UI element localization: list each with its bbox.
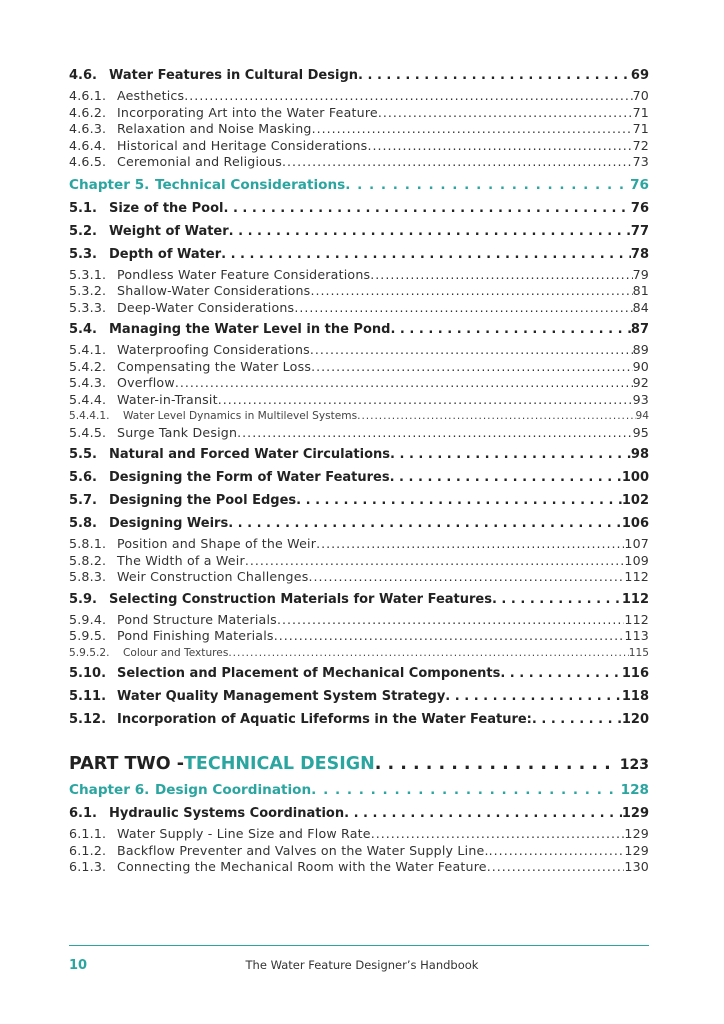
toc-entry[interactable] (69, 359, 649, 376)
dot-leader (358, 67, 631, 85)
toc-entry[interactable] (69, 612, 649, 629)
toc-entry-page: 76 (630, 200, 649, 216)
toc-entry-page: 72 (632, 137, 649, 153)
toc-entry-number: 5.3.1. (69, 266, 107, 282)
dot-leader (445, 687, 622, 707)
toc-entry-number: 5.8.2. (69, 552, 107, 568)
toc-entry-number: 6.1. (69, 806, 97, 821)
toc-entry[interactable] (69, 536, 649, 553)
toc-entry-number: 5.4.2. (69, 358, 107, 374)
toc-entry-number: 4.6.3. (69, 121, 107, 136)
toc-entry-number: 5.7. (69, 493, 97, 508)
dot-leader (310, 283, 632, 300)
toc-entry[interactable] (69, 267, 649, 284)
toc-entry-number: 5.4.1. (69, 342, 107, 357)
dot-leader (311, 780, 620, 800)
toc-entry-title: Position and Shape of the Weir (117, 536, 317, 551)
toc-entry-title: Incorporating Art into the Water Feature (117, 104, 378, 120)
toc-entry-number: 5.3. (69, 246, 97, 262)
dot-leader (500, 664, 622, 684)
toc-entry[interactable] (69, 138, 649, 155)
toc-entry-number: 5.4.4.1. (69, 410, 110, 422)
toc-entry[interactable] (69, 446, 649, 464)
dot-leader (218, 392, 633, 409)
toc-entry-number: 5.9.5.2. (69, 646, 110, 659)
toc-entry[interactable] (69, 469, 649, 487)
toc-entry-number: 5.11. (69, 689, 107, 704)
toc-entry-page: 115 (628, 646, 649, 659)
toc-entry-number: 5.2. (69, 223, 97, 239)
dot-leader (296, 492, 622, 510)
toc-entry[interactable] (69, 645, 649, 662)
dot-leader (228, 515, 622, 533)
dot-leader (282, 154, 633, 171)
toc-entry-number: 5.4. (69, 322, 97, 337)
toc-entry-title: Connecting the Mechanical Room with the Water Feature (117, 859, 487, 874)
toc-entry[interactable] (69, 121, 649, 138)
toc-entry[interactable] (69, 375, 649, 392)
toc-entry-page: 81 (632, 283, 649, 298)
dot-leader (532, 710, 622, 730)
dot-leader (489, 843, 625, 860)
toc-entry-number: 5.12. (69, 712, 107, 727)
toc-entry[interactable] (69, 628, 649, 645)
toc-entry[interactable] (69, 859, 649, 876)
dot-leader (492, 591, 622, 609)
toc-entry-number: 4.6.1. (69, 88, 107, 103)
toc-entry[interactable] (69, 154, 649, 171)
toc-entry-title: Designing the Pool Edges (109, 493, 297, 508)
toc-entry-page: 107 (624, 536, 649, 551)
toc-entry-title: The Width of a Weir (117, 552, 245, 568)
toc-entry-page: 113 (624, 628, 649, 643)
toc-entry-title: Selecting Construction Materials for Water Features (109, 591, 492, 607)
toc-entry-title: Managing the Water Level in the Pond (109, 322, 391, 337)
dot-leader (229, 223, 631, 241)
toc-entry-page: 89 (632, 342, 649, 357)
toc-entry-number: 5.4.3. (69, 375, 107, 390)
toc-entry-title: Pond Structure Materials (117, 611, 277, 627)
toc-entry[interactable] (69, 342, 649, 359)
toc-entry-page: 116 (621, 666, 649, 681)
toc-entry-page: 84 (632, 299, 649, 315)
toc-entry-title: Technical Considerations (155, 176, 346, 193)
toc-entry-page: 112 (624, 611, 649, 627)
dot-leader (345, 175, 630, 195)
dot-leader (312, 121, 633, 138)
toc-entry-page: 70 (632, 88, 649, 103)
footer-divider (69, 945, 649, 946)
toc-entry-number: 5.6. (69, 470, 97, 485)
toc-entry-title: Hydraulic Systems Coordination (109, 806, 345, 821)
toc-entry[interactable] (69, 843, 649, 860)
toc-entry-title: Aesthetics (117, 88, 185, 103)
toc-entry[interactable] (69, 408, 649, 425)
toc-entry[interactable] (69, 425, 649, 442)
toc-entry-title: Overflow (117, 375, 175, 390)
toc-entry-page: 129 (624, 826, 649, 841)
toc-entry-title: Weir Construction Challenges (117, 569, 309, 584)
toc-entry-number: 5.9.5. (69, 628, 107, 643)
toc-entry[interactable] (69, 710, 649, 730)
dot-leader (221, 246, 631, 264)
toc-entry[interactable] (69, 105, 649, 122)
toc-entry-page: 78 (630, 246, 649, 262)
dot-leader (224, 200, 631, 218)
toc-entry-number: 5.4.4. (69, 391, 107, 407)
dot-leader (390, 321, 630, 339)
dot-leader (390, 446, 631, 464)
toc-entry-page: 129 (621, 806, 649, 821)
dot-leader (294, 300, 632, 317)
dot-leader (357, 408, 635, 425)
dot-leader (311, 359, 632, 376)
toc-entry-title: Designing Weirs (109, 516, 229, 531)
dot-leader (245, 553, 625, 570)
toc-entry-page: 92 (632, 375, 649, 390)
toc-entry-page: 102 (621, 493, 649, 508)
toc-entry-page: 100 (621, 470, 649, 485)
toc-entry-title: Compensating the Water Loss (117, 358, 312, 374)
toc-entry-title: Historical and Heritage Considerations (117, 137, 368, 153)
toc-entry-title: Designing the Form of Water Features (109, 470, 390, 485)
toc-entry-page: 120 (621, 712, 649, 727)
toc-entry-number: 4.6.4. (69, 137, 107, 153)
dot-leader (274, 628, 625, 645)
toc-entry[interactable] (69, 175, 649, 195)
toc-entry-title: Shallow-Water Considerations (117, 283, 311, 298)
dot-leader (308, 569, 624, 586)
toc-entry-number: Chapter 6. (69, 782, 150, 798)
toc-entry-number: 6.1.3. (69, 859, 107, 874)
dot-leader (344, 805, 622, 823)
toc-entry[interactable] (69, 805, 649, 823)
toc-entry-title: Backflow Preventer and Valves on the Water Supply Line. (117, 842, 489, 858)
toc-entry[interactable] (69, 88, 649, 105)
toc-entry[interactable] (69, 246, 649, 264)
toc-entry-number: 4.6. (69, 68, 97, 83)
toc-entry-title: TECHNICAL DESIGN (183, 754, 375, 774)
toc-entry[interactable] (69, 780, 649, 800)
toc-entry-number: 6.1.1. (69, 826, 107, 841)
toc-entry-title: Colour and Textures (123, 646, 229, 659)
toc-entry-number: 5.1. (69, 200, 97, 216)
toc-entry-title: Ceremonial and Religious (117, 154, 283, 169)
toc-entry-page: 73 (632, 154, 649, 169)
toc-entry-title: Design Coordination (155, 782, 312, 798)
toc-entry-number: PART TWO - (69, 754, 184, 774)
dot-leader (375, 752, 614, 776)
toc-entry-title: Water Level Dynamics in Multilevel Systems (123, 410, 358, 422)
toc-entry-title: Pondless Water Feature Considerations (117, 266, 371, 282)
toc-entry-page: 77 (630, 223, 649, 239)
toc-entry-page: 109 (624, 552, 649, 568)
toc-entry-page: 128 (620, 782, 649, 798)
toc-entry-page: 95 (632, 424, 649, 440)
toc-entry-number: 5.8.3. (69, 569, 107, 584)
toc-entry-page: 71 (632, 104, 649, 120)
toc-entry[interactable] (69, 67, 649, 85)
toc-entry-title: Depth of Water (109, 246, 222, 262)
toc-entry[interactable] (69, 569, 649, 586)
toc-entry-title: Natural and Forced Water Circulations (109, 447, 391, 462)
toc-entry[interactable] (69, 283, 649, 300)
toc-entry-page: 76 (630, 176, 649, 193)
toc-entry[interactable] (69, 223, 649, 241)
toc-entry-title: Waterproofing Considerations (117, 342, 310, 357)
toc-entry-page: 87 (630, 322, 649, 337)
toc-entry-title: Water Features in Cultural Design (109, 68, 359, 83)
toc-entry-title: Pond Finishing Materials (117, 628, 274, 643)
dot-leader (175, 375, 633, 392)
toc-entry[interactable] (69, 321, 649, 339)
toc-entry-number: 5.10. (69, 666, 107, 681)
dot-leader (277, 612, 624, 629)
toc-entry-page: 106 (621, 516, 649, 531)
table-of-contents (69, 62, 649, 876)
toc-entry-page: 130 (624, 859, 649, 874)
toc-entry-page: 71 (632, 121, 649, 136)
toc-entry[interactable] (69, 492, 649, 510)
toc-entry[interactable] (69, 591, 649, 609)
toc-entry[interactable] (69, 664, 649, 684)
toc-entry-page: 129 (624, 842, 649, 858)
footer-page-number: 10 (69, 958, 88, 973)
toc-entry-page: 98 (630, 447, 649, 462)
dot-leader (228, 645, 628, 662)
dot-leader (390, 469, 622, 487)
toc-entry-number: 5.9. (69, 591, 97, 607)
toc-entry[interactable] (69, 752, 649, 776)
toc-entry-title: Water-in-Transit (117, 391, 218, 407)
dot-leader (367, 138, 632, 155)
toc-entry-page: 79 (632, 266, 649, 282)
dot-leader (184, 88, 632, 105)
toc-entry-title: Size of the Pool (109, 200, 224, 216)
toc-entry-number: 5.8. (69, 516, 97, 531)
toc-entry-title: Surge Tank Design (117, 424, 238, 440)
toc-entry-number: 5.5. (69, 447, 97, 462)
toc-entry[interactable] (69, 826, 649, 843)
toc-entry-number: Chapter 5. (69, 176, 150, 193)
toc-entry-title: Weight of Water (109, 223, 229, 239)
toc-entry-page: 112 (621, 591, 649, 607)
toc-entry-number: 4.6.2. (69, 104, 107, 120)
toc-entry-title: Water Quality Management System Strategy (117, 689, 446, 704)
toc-entry-page: 69 (630, 68, 649, 83)
toc-entry-page: 112 (624, 569, 649, 584)
dot-leader (316, 536, 624, 553)
toc-entry[interactable] (69, 392, 649, 409)
toc-entry[interactable] (69, 553, 649, 570)
toc-entry[interactable] (69, 300, 649, 317)
toc-entry-title: Deep-Water Considerations (117, 299, 295, 315)
toc-entry-title: Water Supply - Line Size and Flow Rate (117, 826, 371, 841)
toc-entry-title: Relaxation and Noise Masking (117, 121, 312, 136)
toc-entry-page: 93 (632, 391, 649, 407)
toc-entry[interactable] (69, 687, 649, 707)
toc-entry-number: 5.3.3. (69, 299, 107, 315)
toc-entry-number: 5.8.1. (69, 536, 107, 551)
dot-leader (237, 425, 632, 442)
toc-entry-title: Incorporation of Aquatic Lifeforms in the Water Feature: (117, 712, 532, 727)
dot-leader (370, 267, 632, 284)
toc-entry-number: 4.6.5. (69, 154, 107, 169)
toc-entry-number: 6.1.2. (69, 842, 107, 858)
toc-entry-title: Selection and Placement of Mechanical Components (117, 666, 501, 681)
dot-leader (371, 826, 625, 843)
dot-leader (310, 342, 633, 359)
toc-entry-number: 5.3.2. (69, 283, 107, 298)
dot-leader (487, 859, 625, 876)
toc-entry-page: 118 (621, 689, 649, 704)
footer-book-title: The Water Feature Designer’s Handbook (245, 958, 479, 972)
toc-entry[interactable] (69, 515, 649, 533)
toc-entry-page: 94 (635, 410, 649, 422)
toc-entry-number: 5.4.5. (69, 424, 107, 440)
toc-entry-page: 123 (619, 757, 649, 773)
dot-leader (378, 105, 633, 122)
toc-entry-number: 5.9.4. (69, 611, 107, 627)
toc-entry-page: 90 (632, 358, 649, 374)
toc-entry[interactable] (69, 200, 649, 218)
